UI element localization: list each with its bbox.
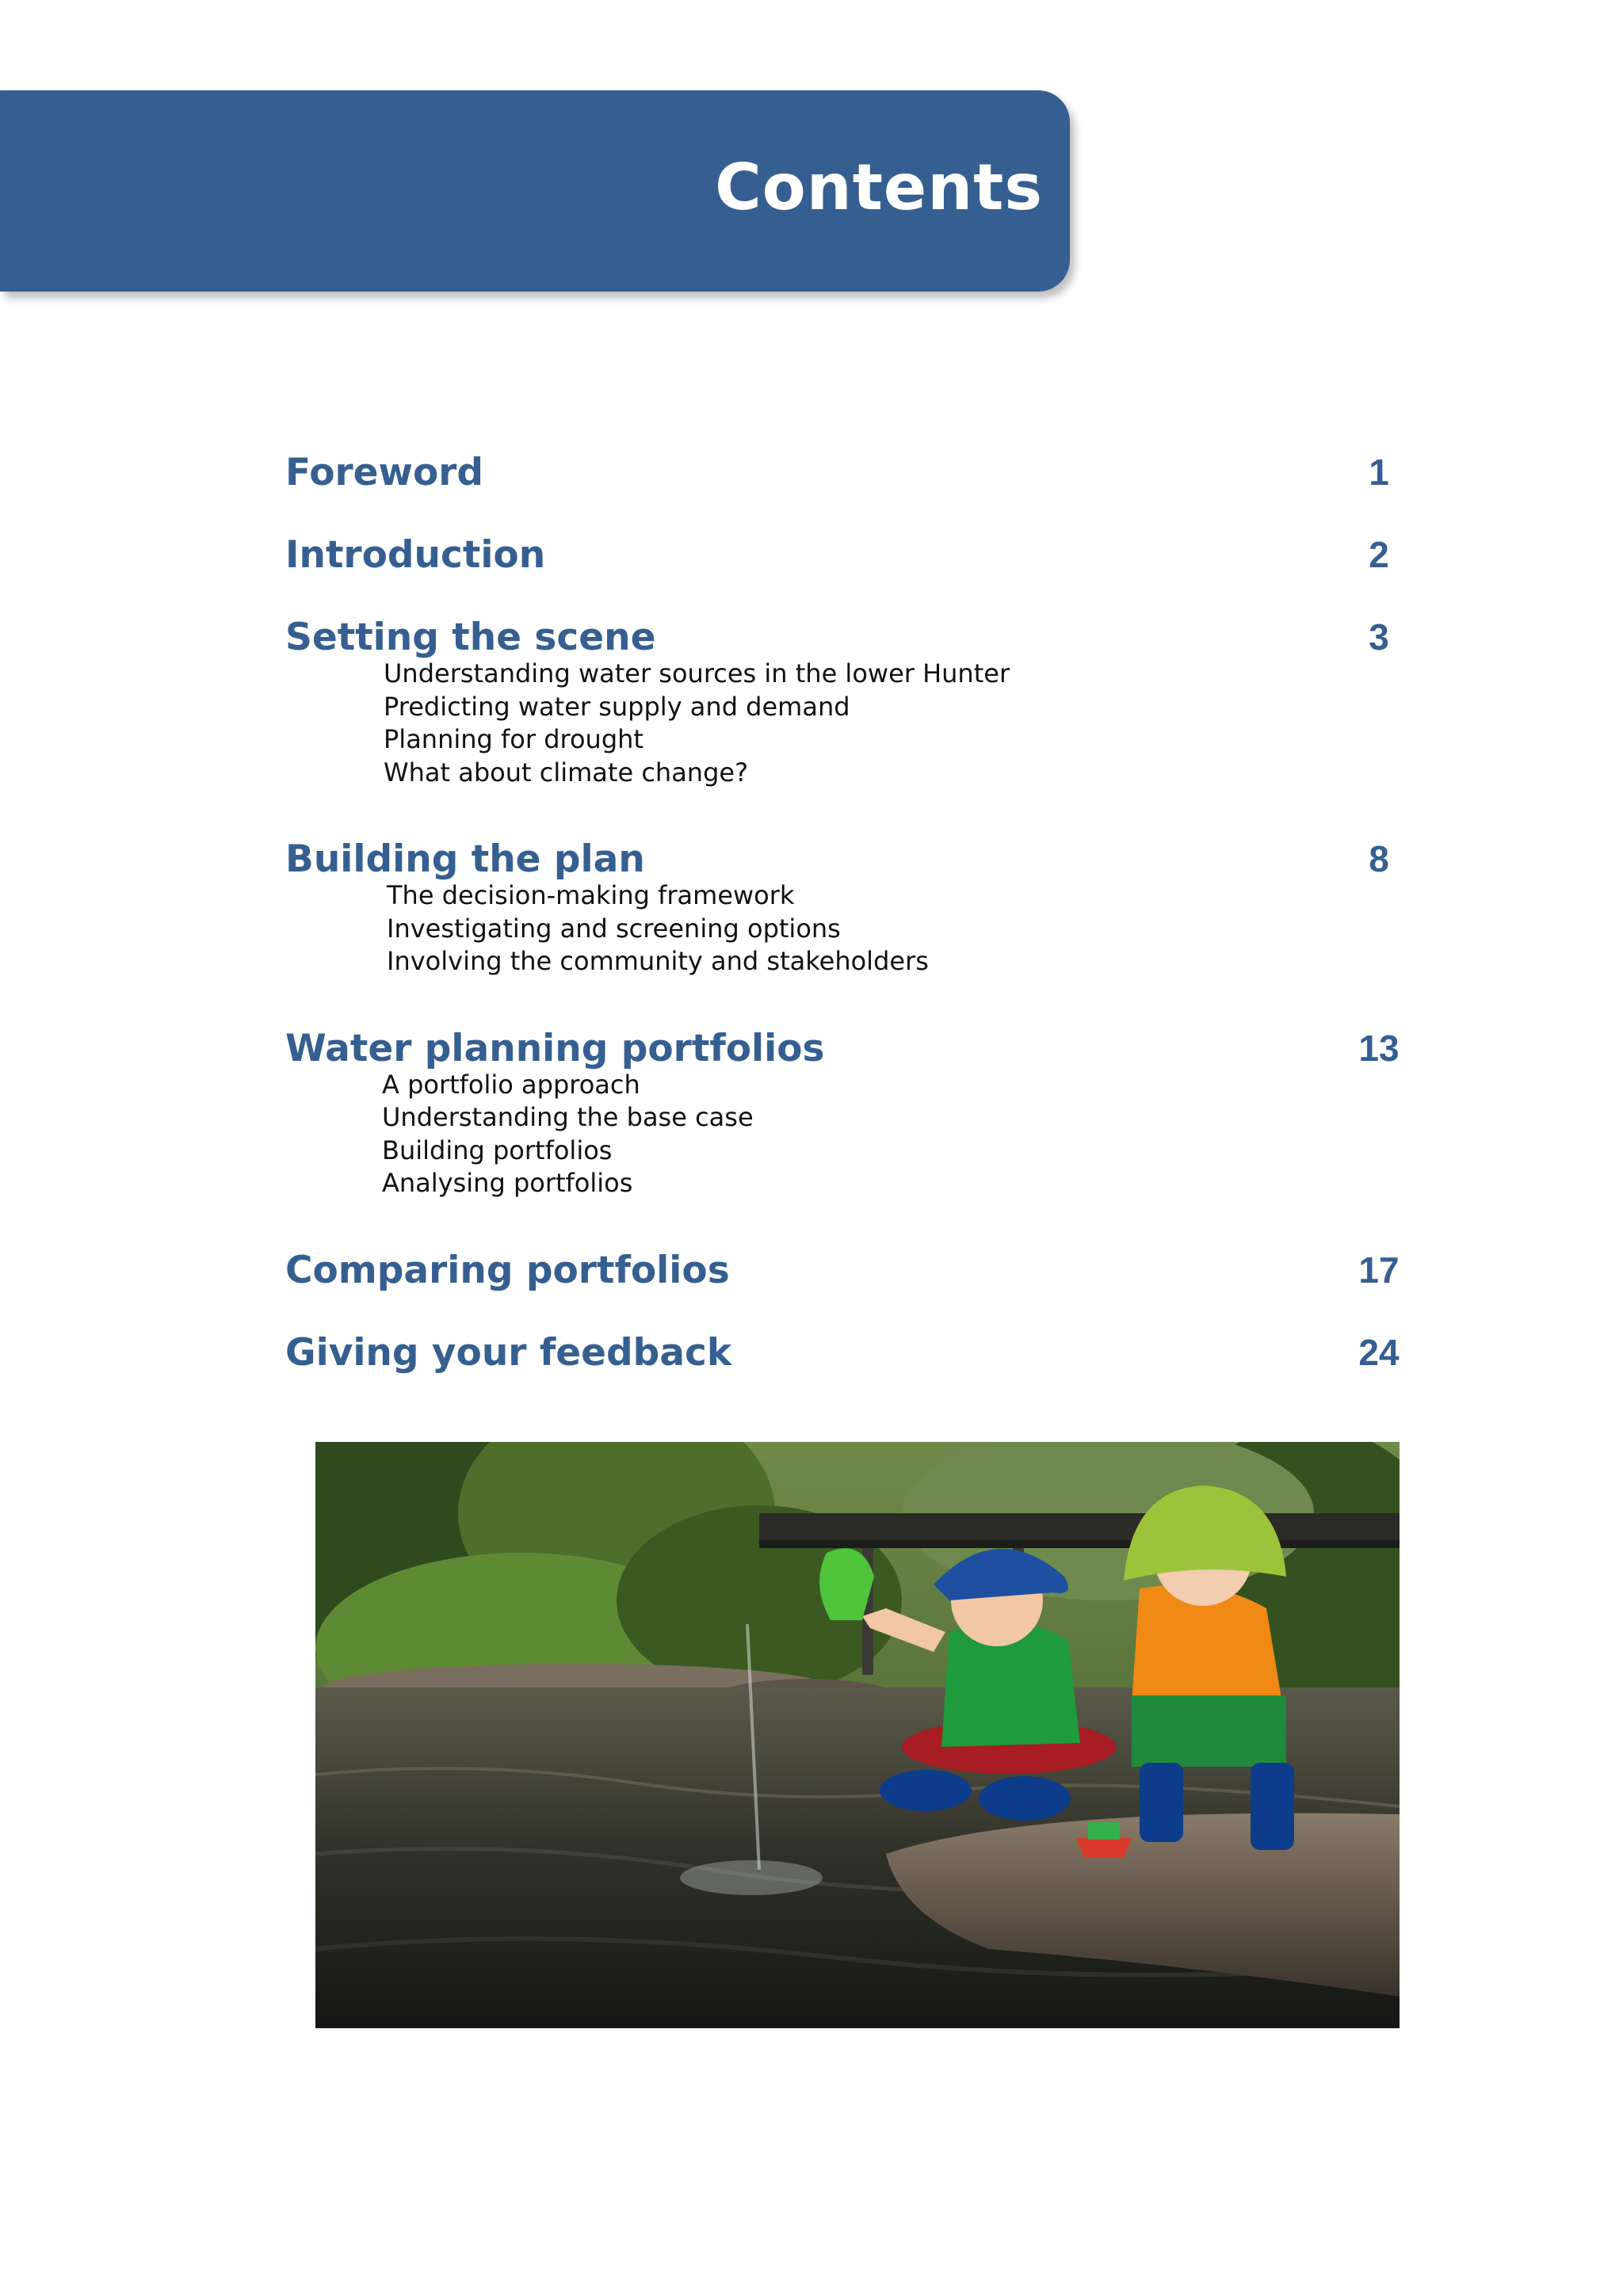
- toc-section-title[interactable]: Comparing portfolios: [285, 1248, 730, 1292]
- table-of-contents: [285, 444, 1400, 1379]
- toc-section-title[interactable]: Setting the scene: [285, 616, 656, 659]
- toc-section-title[interactable]: Building the plan: [285, 837, 645, 881]
- toc-subsection-item[interactable]: Predicting water supply and demand: [384, 691, 850, 722]
- toc-section-title[interactable]: Introduction: [285, 533, 546, 577]
- toc-subsection-item[interactable]: A portfolio approach: [382, 1069, 640, 1100]
- contents-banner: [0, 90, 1070, 292]
- toc-section-setting-the-scene[interactable]: [285, 608, 1395, 789]
- spacer: [285, 978, 1395, 1020]
- toc-section-introduction[interactable]: [285, 526, 1395, 582]
- toc-subsection-list: [285, 879, 1395, 978]
- toc-page-number: 13: [1358, 1027, 1400, 1069]
- toc-section-title[interactable]: Water planning portfolios: [285, 1026, 825, 1070]
- toc-section-foreword[interactable]: [285, 444, 1395, 499]
- spacer: [285, 789, 1395, 830]
- toc-subsection-item[interactable]: Building portfolios: [382, 1135, 613, 1165]
- children-river-photo: [315, 1442, 1400, 2028]
- spacer: [285, 1200, 1395, 1241]
- photo-illustration: [315, 1442, 1400, 2028]
- toc-subsection-list: [285, 658, 1395, 789]
- toc-page-number: 17: [1358, 1249, 1400, 1291]
- toc-subsection-item[interactable]: Understanding the base case: [382, 1102, 754, 1132]
- toc-subsection-item[interactable]: Understanding water sources in the lower Hunter: [384, 658, 1010, 688]
- toc-section-giving-your-feedback[interactable]: [285, 1324, 1400, 1379]
- page-title: Contents: [715, 151, 1043, 224]
- toc-subsection-list: [285, 1069, 1395, 1200]
- toc-subsection-item[interactable]: Involving the community and stakeholders: [387, 946, 929, 976]
- toc-section-comparing-portfolios[interactable]: [285, 1241, 1400, 1297]
- toc-section-title[interactable]: Giving your feedback: [285, 1330, 732, 1375]
- spacer: [285, 582, 1395, 608]
- toc-page-number: 24: [1358, 1331, 1400, 1373]
- toc-page-number: 2: [1369, 534, 1389, 575]
- toc-section-building-the-plan[interactable]: [285, 830, 1395, 978]
- toc-subsection-item[interactable]: What about climate change?: [384, 757, 749, 788]
- toc-page-number: 3: [1369, 616, 1389, 658]
- toc-section-title[interactable]: Foreword: [285, 451, 484, 494]
- spacer: [285, 499, 1395, 526]
- toc-subsection-item[interactable]: Analysing portfolios: [382, 1168, 633, 1198]
- toc-page-number: 8: [1369, 838, 1389, 879]
- toc-subsection-item[interactable]: Investigating and screening options: [387, 913, 841, 944]
- toc-subsection-item[interactable]: Planning for drought: [384, 724, 643, 754]
- toc-subsection-item[interactable]: The decision-making framework: [387, 880, 795, 910]
- toc-page-number: 1: [1369, 452, 1389, 493]
- toc-section-water-planning-portfolios[interactable]: [285, 1020, 1400, 1200]
- spacer: [285, 1297, 1395, 1324]
